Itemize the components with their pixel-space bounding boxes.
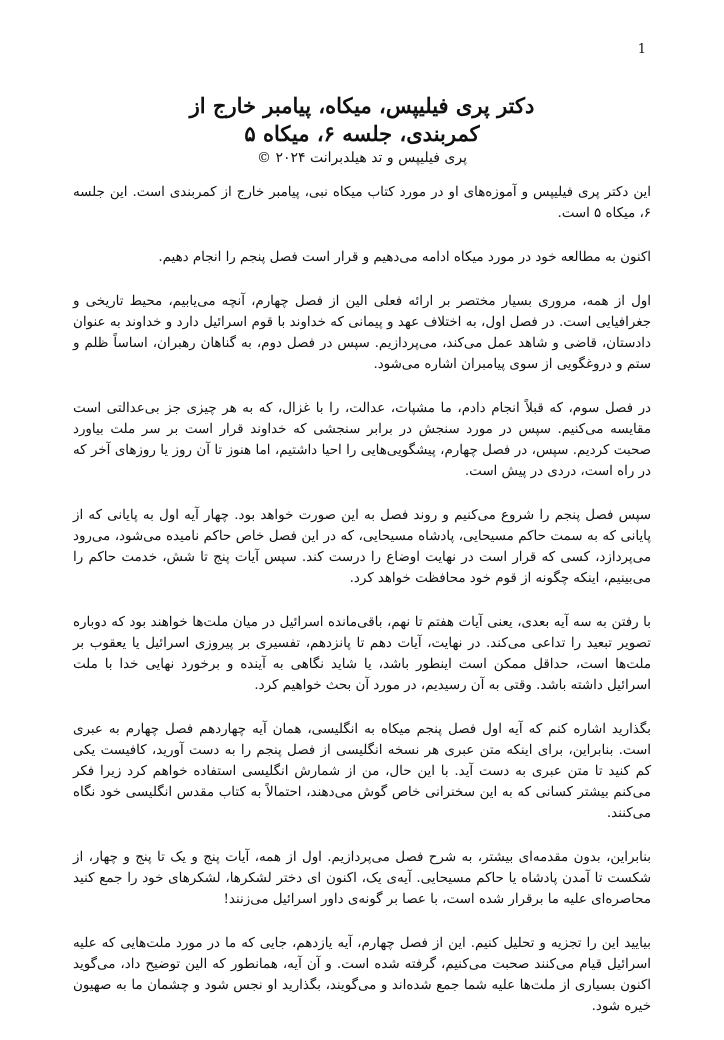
document-title bbox=[70, 92, 654, 148]
paragraph-4: در فصل سوم، که قبلاً انجام دادم، ما مشپات، عدالت، را با غزال، که به هر چیزی جز بی‌عدالتی است مقایسه می‌کنیم. سپس در مورد سنجش در برابر سنجشی که خداوند قرار است بر سر ملت بیاورد صحبت کردیم. سپس، در فصل چهارم، پیشگویی‌هایی را احیا داشتیم، اما هنوز تا آن روز یا روزهای آخر که در راه است، دردی در پیش است. bbox=[73, 401, 651, 479]
document-body bbox=[73, 182, 651, 1040]
paragraph-5: سپس فصل پنجم را شروع می‌کنیم و روند فصل به این صورت خواهد بود. چهار آیه اول به پایانی که از پایانی که به سمت حاکم مسیحایی، پادشاه مسیحایی، که در این فصل خاص حاکم نامیده می‌شود، می‌رود می‌پردازد، کسی که قرار است در نهایت اوضاع را درست کند. سپس آیات پنج تا شش، خدمت حاکم را می‌بینیم، اینکه چگونه از قوم خود محافظت خواهد کرد. bbox=[73, 508, 651, 586]
paragraph-7: بگذارید اشاره کنم که آیه اول فصل پنجم میکاه به انگلیسی، همان آیه چهاردهم فصل چهارم به عبری است. بنابراین، برای اینکه متن عبری هر نسخه انگلیسی از فصل پنجم را به دست آورید، کافیست یکی کم کنید تا متن عبری به دست آید. با این حال، من از شمارش انگلیسی استفاده خواهم کرد زیرا فکر می‌کنم بیشتر کسانی که به این سخنرانی خاص گوش می‌دهند، احتمالاً به کتاب مقدس انگلیسی خود نگاه می‌کنند. bbox=[73, 722, 651, 821]
byline: پری فیلیپس و تد هیلدبرانت ۲۰۲۴ © bbox=[257, 150, 467, 166]
title-line-2: کمربندی، جلسه ۶، میکاه ۵ bbox=[244, 121, 480, 146]
title-line-1: دکتر پری فیلیپس، میکاه، پیامبر خارج از bbox=[189, 93, 535, 118]
paragraph-3: اول از همه، مروری بسیار مختصر بر ارائه فعلی الین از فصل چهارم، آنچه می‌یابیم، محیط تاریخی و جغرافیایی است. در فصل اول، به اختلاف عهد و پیمانی که خداوند با قوم اسرائیل دارد و خداوند به عنوان دادستان، قاضی و شاهد عمل می‌کند، می‌پردازیم. سپس در فصل دوم، به گناهان رهبران، اساساً ظلم و ستم و دروغگویی از سوی پیامبران اشاره می‌شود. bbox=[73, 294, 651, 372]
paragraph-2: اکنون به مطالعه خود در مورد میکاه ادامه می‌دهیم و قرار است فصل پنجم را انجام دهیم. bbox=[158, 250, 651, 265]
paragraph-1: این دکتر پری فیلیپس و آموزه‌های او در مورد کتاب میکاه نبی، پیامبر خارج از کمربندی است. این جلسه ۶، میکاه ۵ است. bbox=[73, 185, 651, 221]
paragraph-9: بیایید این را تجزیه و تحلیل کنیم. این از فصل چهارم، آیه یازدهم، جایی که ما در مورد ملت‌هایی که علیه اسرائیل قیام می‌کنند صحبت می‌کنیم، گرفته شده است. و آن آیه، همانطور که الین توضیح داد، می‌گوید اکنون بسیاری از ملت‌ها علیه شما جمع شده‌اند و می‌گویند، بگذارید او نجس شود و چشمان ما به صهیون خیره شود. bbox=[73, 936, 651, 1014]
paragraph-8: بنابراین، بدون مقدمه‌ای بیشتر، به شرح فصل می‌پردازیم. اول از همه، آیات پنج و یک تا پنج و چهار، از شکست تا آمدن پادشاه یا حاکم مسیحایی. آیه‌ی یک، اکنون ای دختر لشکرها، لشکرهای خود را جمع کنید محاصره‌ای علیه ما برقرار شده است، با عصا بر گونه‌ی داور اسرائیل می‌زنند! bbox=[73, 850, 651, 907]
paragraph-6: با رفتن به سه آیه بعدی، یعنی آیات هفتم تا نهم، باقی‌مانده اسرائیل در میان ملت‌ها خواهند بود که دوباره تصویر تبعید را تداعی می‌کند. در نهایت، آیات دهم تا پانزدهم، تفسیری بر پیروزی اسرائیل یا یعقوب بر ملت‌ها است، حداقل ممکن است اینطور باشد، یا شاید نگاهی به آینده و برخورد نهایی خدا با ملت اسرائیل داشته باشد. وقتی به آن رسیدیم، در مورد آن بحث خواهیم کرد. bbox=[73, 615, 651, 693]
page-number: 1 bbox=[637, 42, 646, 57]
